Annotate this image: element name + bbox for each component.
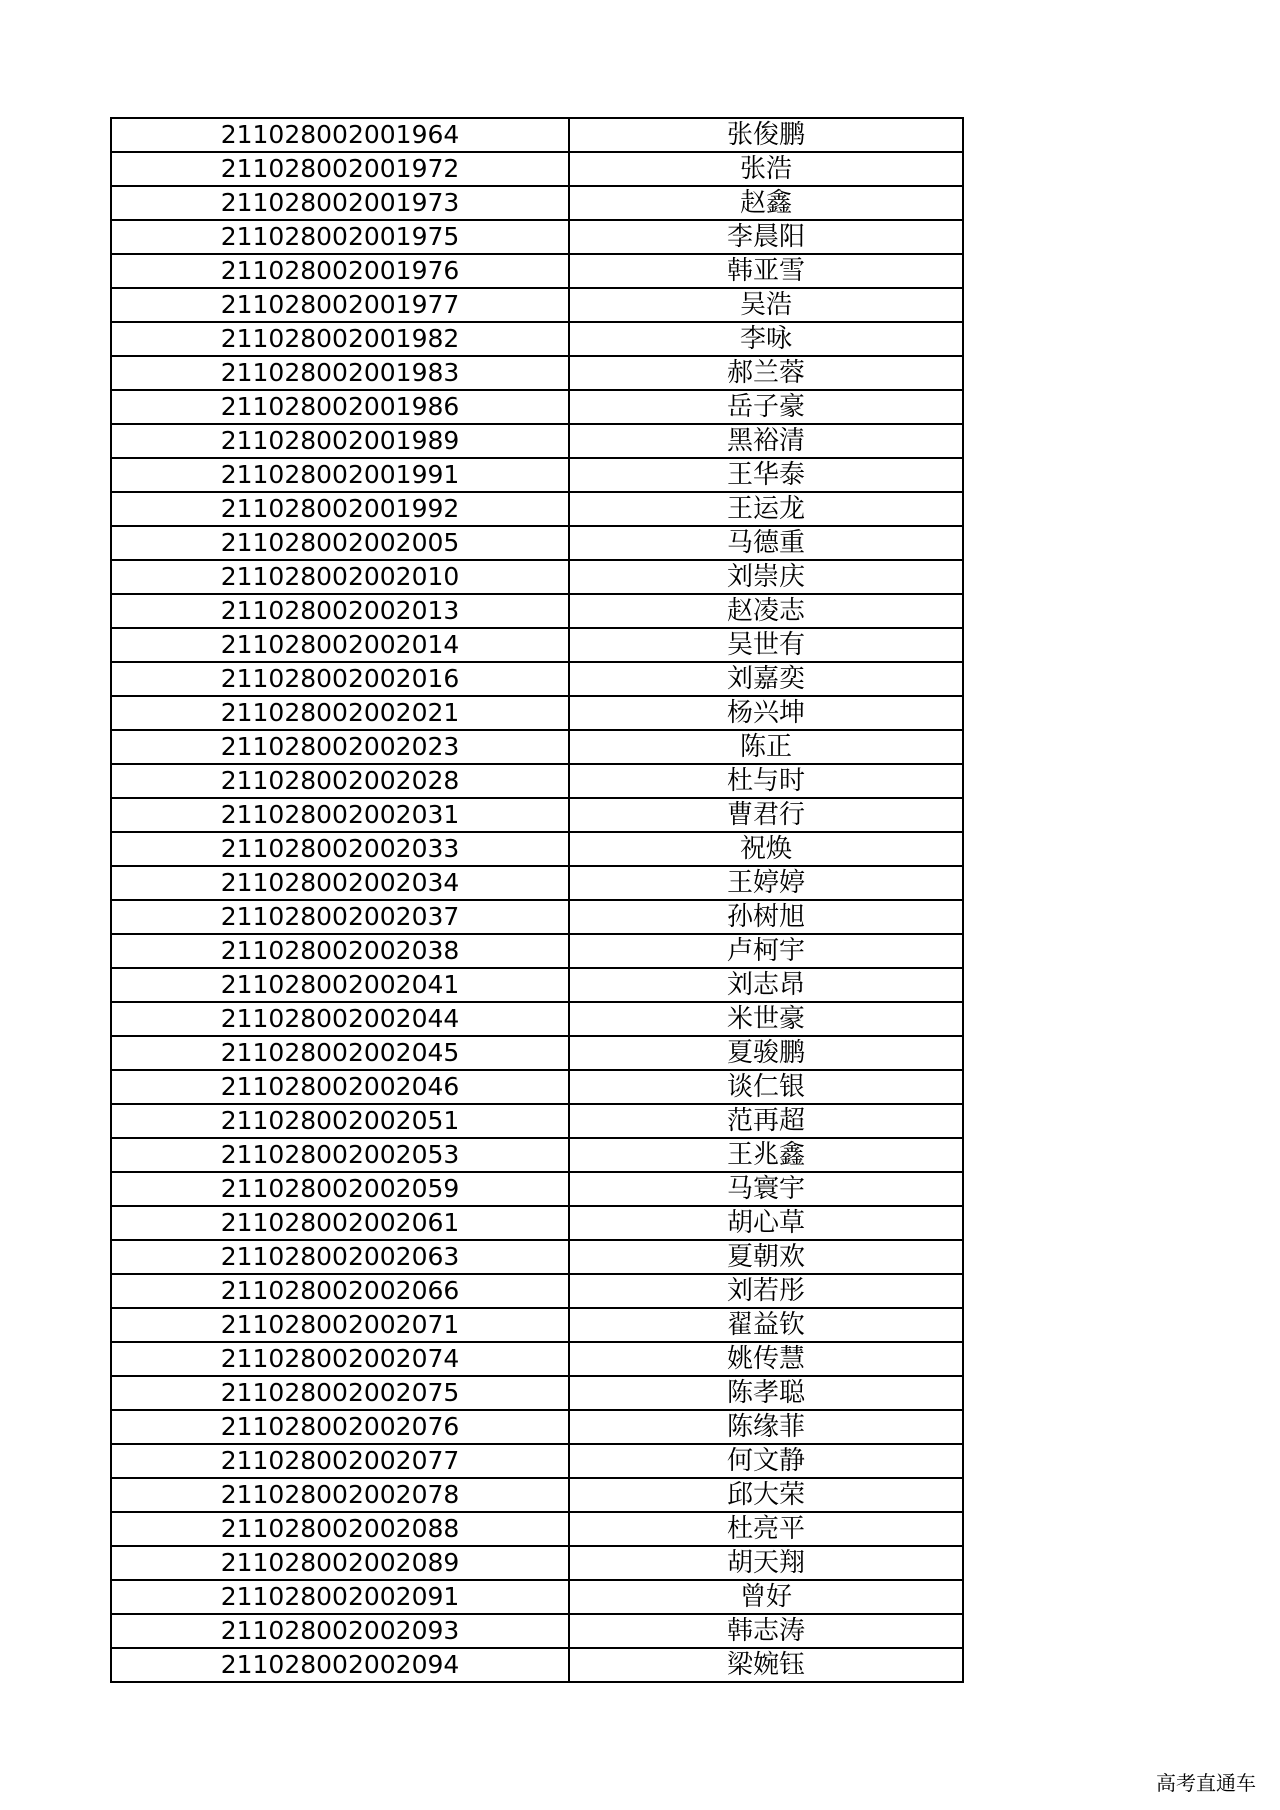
table-row [111, 390, 963, 424]
candidate-id-cell: 211028002002091 [111, 1580, 569, 1614]
candidate-name-cell: 胡天翔 [569, 1546, 963, 1580]
candidate-name-cell: 刘若彤 [569, 1274, 963, 1308]
candidate-id-cell: 211028002002071 [111, 1308, 569, 1342]
table-row [111, 662, 963, 696]
candidate-id-cell: 211028002002066 [111, 1274, 569, 1308]
table-row [111, 186, 963, 220]
candidate-id-cell: 211028002002016 [111, 662, 569, 696]
candidate-name-cell: 何文静 [569, 1444, 963, 1478]
candidate-name-cell: 韩亚雪 [569, 254, 963, 288]
candidate-name-cell: 刘志昂 [569, 968, 963, 1002]
candidate-id-cell: 211028002002051 [111, 1104, 569, 1138]
candidate-name-cell: 郝兰蓉 [569, 356, 963, 390]
candidate-id-cell: 211028002001989 [111, 424, 569, 458]
candidate-id-cell: 211028002001983 [111, 356, 569, 390]
candidate-name-cell: 梁婉钰 [569, 1648, 963, 1682]
candidate-id-cell: 211028002001972 [111, 152, 569, 186]
candidate-id-cell: 211028002002075 [111, 1376, 569, 1410]
candidate-name-cell: 张俊鹏 [569, 118, 963, 152]
table-row [111, 1036, 963, 1070]
table-row [111, 1274, 963, 1308]
candidate-id-cell: 211028002002045 [111, 1036, 569, 1070]
table-row [111, 1172, 963, 1206]
candidate-name-cell: 陈正 [569, 730, 963, 764]
table-row [111, 1478, 963, 1512]
table-row [111, 900, 963, 934]
candidate-id-cell: 211028002002061 [111, 1206, 569, 1240]
candidate-name-cell: 杜亮平 [569, 1512, 963, 1546]
candidate-name-cell: 赵凌志 [569, 594, 963, 628]
candidate-name-cell: 杜与时 [569, 764, 963, 798]
candidate-id-cell: 211028002001982 [111, 322, 569, 356]
candidate-id-cell: 211028002002038 [111, 934, 569, 968]
candidate-name-cell: 杨兴坤 [569, 696, 963, 730]
candidate-name-cell: 吴世有 [569, 628, 963, 662]
candidate-id-cell: 211028002001976 [111, 254, 569, 288]
candidate-name-cell: 翟益钦 [569, 1308, 963, 1342]
table-row [111, 322, 963, 356]
candidate-name-cell: 张浩 [569, 152, 963, 186]
table-row [111, 1580, 963, 1614]
candidate-id-cell: 211028002001977 [111, 288, 569, 322]
candidate-name-cell: 夏骏鹏 [569, 1036, 963, 1070]
candidate-id-cell: 211028002001986 [111, 390, 569, 424]
table-row [111, 118, 963, 152]
candidate-id-cell: 211028002002059 [111, 1172, 569, 1206]
candidate-id-cell: 211028002001991 [111, 458, 569, 492]
candidate-name-cell: 姚传慧 [569, 1342, 963, 1376]
candidate-name-cell: 胡心草 [569, 1206, 963, 1240]
table-row [111, 1138, 963, 1172]
candidate-id-cell: 211028002002089 [111, 1546, 569, 1580]
table-row [111, 1376, 963, 1410]
candidate-name-cell: 孙树旭 [569, 900, 963, 934]
table-row [111, 832, 963, 866]
candidate-id-cell: 211028002002063 [111, 1240, 569, 1274]
candidate-id-cell: 211028002002028 [111, 764, 569, 798]
table-row [111, 356, 963, 390]
candidate-id-cell: 211028002002031 [111, 798, 569, 832]
table-row [111, 1342, 963, 1376]
table-row [111, 1070, 963, 1104]
table-row [111, 152, 963, 186]
table-row [111, 458, 963, 492]
table-row [111, 254, 963, 288]
candidate-name-cell: 卢柯宇 [569, 934, 963, 968]
table-row [111, 594, 963, 628]
roster-body [111, 118, 963, 1682]
candidate-id-cell: 211028002002010 [111, 560, 569, 594]
candidate-id-cell: 211028002002023 [111, 730, 569, 764]
candidate-id-cell: 211028002001973 [111, 186, 569, 220]
table-row [111, 1614, 963, 1648]
candidate-name-cell: 刘崇庆 [569, 560, 963, 594]
candidate-name-cell: 米世豪 [569, 1002, 963, 1036]
table-row [111, 1648, 963, 1682]
candidate-name-cell: 曹君行 [569, 798, 963, 832]
candidate-id-cell: 211028002002005 [111, 526, 569, 560]
candidate-id-cell: 211028002002093 [111, 1614, 569, 1648]
candidate-name-cell: 马寰宇 [569, 1172, 963, 1206]
table-row [111, 730, 963, 764]
candidate-id-cell: 211028002002037 [111, 900, 569, 934]
table-row [111, 866, 963, 900]
candidate-name-cell: 陈缘菲 [569, 1410, 963, 1444]
table-row [111, 492, 963, 526]
candidate-id-cell: 211028002002044 [111, 1002, 569, 1036]
candidate-id-cell: 211028002002013 [111, 594, 569, 628]
table-row [111, 934, 963, 968]
candidate-name-cell: 曾好 [569, 1580, 963, 1614]
table-row [111, 1512, 963, 1546]
table-row [111, 526, 963, 560]
table-row [111, 764, 963, 798]
candidate-name-cell: 王运龙 [569, 492, 963, 526]
candidate-id-cell: 211028002002076 [111, 1410, 569, 1444]
candidate-id-cell: 211028002002034 [111, 866, 569, 900]
table-row [111, 560, 963, 594]
candidate-id-cell: 211028002002046 [111, 1070, 569, 1104]
watermark-text: 高考直通车 [1156, 1771, 1256, 1795]
candidate-id-cell: 211028002002053 [111, 1138, 569, 1172]
candidate-id-cell: 211028002002041 [111, 968, 569, 1002]
table-row [111, 1240, 963, 1274]
table-row [111, 1206, 963, 1240]
candidate-id-cell: 211028002001975 [111, 220, 569, 254]
candidate-name-cell: 王华泰 [569, 458, 963, 492]
candidate-id-cell: 211028002002077 [111, 1444, 569, 1478]
table-row [111, 1444, 963, 1478]
candidate-name-cell: 谈仁银 [569, 1070, 963, 1104]
candidate-name-cell: 邱大荣 [569, 1478, 963, 1512]
candidate-name-cell: 王婷婷 [569, 866, 963, 900]
candidate-name-cell: 祝焕 [569, 832, 963, 866]
table-row [111, 288, 963, 322]
candidate-name-cell: 刘嘉奕 [569, 662, 963, 696]
candidate-name-cell: 范再超 [569, 1104, 963, 1138]
candidate-name-cell: 黑裕清 [569, 424, 963, 458]
candidate-id-cell: 211028002001964 [111, 118, 569, 152]
table-row [111, 1410, 963, 1444]
candidate-name-cell: 岳子豪 [569, 390, 963, 424]
candidate-name-cell: 韩志涛 [569, 1614, 963, 1648]
table-row [111, 1104, 963, 1138]
candidate-name-cell: 马德重 [569, 526, 963, 560]
table-row [111, 798, 963, 832]
candidate-id-cell: 211028002001992 [111, 492, 569, 526]
table-row [111, 1546, 963, 1580]
candidate-name-cell: 李咏 [569, 322, 963, 356]
candidate-id-cell: 211028002002088 [111, 1512, 569, 1546]
table-row [111, 1308, 963, 1342]
candidate-name-cell: 陈孝聪 [569, 1376, 963, 1410]
table-row [111, 628, 963, 662]
candidate-id-cell: 211028002002014 [111, 628, 569, 662]
roster-table [110, 117, 964, 1683]
table-row [111, 1002, 963, 1036]
candidate-name-cell: 吴浩 [569, 288, 963, 322]
table-row [111, 696, 963, 730]
candidate-name-cell: 赵鑫 [569, 186, 963, 220]
table-row [111, 220, 963, 254]
candidate-id-cell: 211028002002033 [111, 832, 569, 866]
candidate-name-cell: 李晨阳 [569, 220, 963, 254]
candidate-id-cell: 211028002002094 [111, 1648, 569, 1682]
candidate-id-cell: 211028002002078 [111, 1478, 569, 1512]
table-row [111, 968, 963, 1002]
candidate-id-cell: 211028002002021 [111, 696, 569, 730]
table-row [111, 424, 963, 458]
candidate-id-cell: 211028002002074 [111, 1342, 569, 1376]
candidate-name-cell: 王兆鑫 [569, 1138, 963, 1172]
candidate-name-cell: 夏朝欢 [569, 1240, 963, 1274]
